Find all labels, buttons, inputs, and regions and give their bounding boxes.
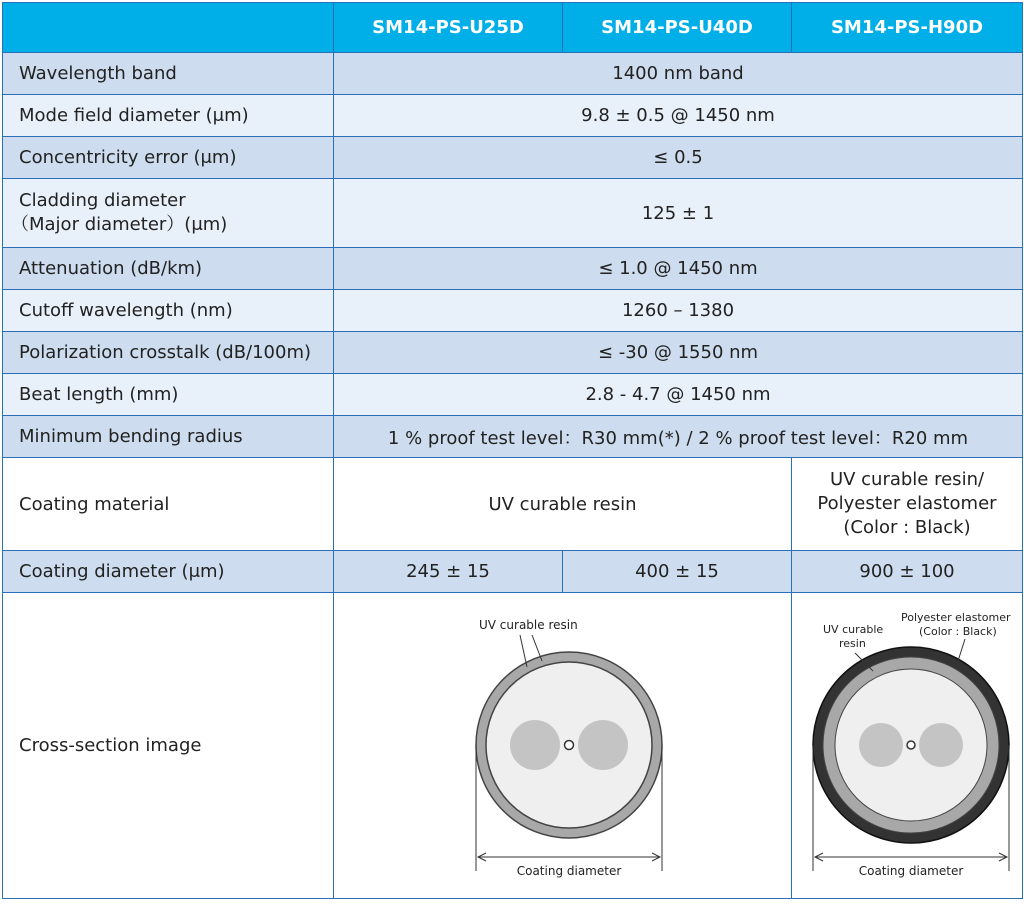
row-label: Cutoff wavelength (nm) <box>3 290 334 332</box>
row-label: Coating material <box>3 458 334 551</box>
elastomer-label-line1: Polyester elastomer <box>900 611 1010 624</box>
fiber-core <box>565 741 574 750</box>
cross-section-uv-image <box>334 593 792 893</box>
resin-label: UV curable resin <box>479 618 578 632</box>
row-coating-diameter <box>3 551 1023 593</box>
row-concentricity-error <box>3 137 1023 179</box>
row-minimum-bending-radius <box>3 416 1023 458</box>
coating-h90-line1: UV curable resin/ <box>829 469 985 490</box>
column-header-u25d: SM14-PS-U25D <box>334 3 563 53</box>
row-value: 1260 – 1380 <box>334 290 1023 332</box>
row-label: Wavelength band <box>3 53 334 95</box>
stress-rod-left <box>510 720 560 770</box>
row-label: Coating diameter (μm) <box>3 551 334 593</box>
row-label-line2: （Major diameter）(μm) <box>11 214 228 235</box>
row-polarization-crosstalk <box>3 332 1023 374</box>
column-header-u40d: SM14-PS-U40D <box>563 3 792 53</box>
row-label: Beat length (mm) <box>3 374 334 416</box>
diameter-label: Coating diameter <box>516 864 622 878</box>
row-cladding-diameter <box>3 179 1023 248</box>
row-value: ≤ 1.0 @ 1450 nm <box>334 248 1023 290</box>
cross-section-h90-image <box>793 593 1022 893</box>
row-value: ≤ 0.5 <box>334 137 1023 179</box>
stress-rod-right <box>578 720 628 770</box>
spec-table <box>2 2 1023 899</box>
elastomer-leader <box>958 639 965 661</box>
uv-resin-label-line2: resin <box>838 637 866 650</box>
row-label: Concentricity error (μm) <box>3 137 334 179</box>
row-value: 1400 nm band <box>334 53 1023 95</box>
resin-leader-1 <box>520 635 527 667</box>
row-label: Polarization crosstalk (dB/100m) <box>3 332 334 374</box>
row-value: 125 ± 1 <box>334 179 1023 248</box>
elastomer-label-line2: (Color : Black) <box>918 625 997 638</box>
row-attenuation <box>3 248 1023 290</box>
row-cutoff-wavelength <box>3 290 1023 332</box>
header-row <box>3 3 1023 53</box>
row-label: Cross-section image <box>3 593 334 899</box>
coating-h90-line2: Polyester elastomer <box>817 493 997 514</box>
row-value: 1 % proof test level：R30 mm(*) / 2 % proof test level：R20 mm <box>334 416 1023 458</box>
row-label: Mode field diameter (μm) <box>3 95 334 137</box>
row-label: Minimum bending radius <box>3 416 334 458</box>
row-value-u25d: 245 ± 15 <box>334 551 563 593</box>
row-coating-material <box>3 458 1023 551</box>
row-value-uv: UV curable resin <box>334 458 792 551</box>
stress-rod-left <box>859 723 903 767</box>
row-value-h90d: 900 ± 100 <box>792 551 1023 593</box>
row-cross-section <box>3 593 1023 899</box>
column-header-h90d: SM14-PS-H90D <box>792 3 1023 53</box>
row-value: 9.8 ± 0.5 @ 1450 nm <box>334 95 1023 137</box>
row-label: Attenuation (dB/km) <box>3 248 334 290</box>
uv-resin-label-line1: UV curable <box>822 623 883 636</box>
row-mode-field-diameter <box>3 95 1023 137</box>
stress-rod-right <box>919 723 963 767</box>
fiber-core <box>907 741 915 749</box>
row-value-h90 <box>792 458 1023 551</box>
row-wavelength-band <box>3 53 1023 95</box>
row-value-u40d: 400 ± 15 <box>563 551 792 593</box>
cross-section-h90-cell <box>792 593 1023 899</box>
row-value: ≤ -30 @ 1550 nm <box>334 332 1023 374</box>
cross-section-uv-cell <box>334 593 792 899</box>
header-corner <box>3 3 334 53</box>
row-label <box>3 179 334 248</box>
coating-h90-line3: (Color : Black) <box>843 517 971 538</box>
row-value: 2.8 - 4.7 @ 1450 nm <box>334 374 1023 416</box>
diameter-label: Coating diameter <box>858 864 963 878</box>
row-beat-length <box>3 374 1023 416</box>
row-label-line1: Cladding diameter <box>19 190 186 211</box>
